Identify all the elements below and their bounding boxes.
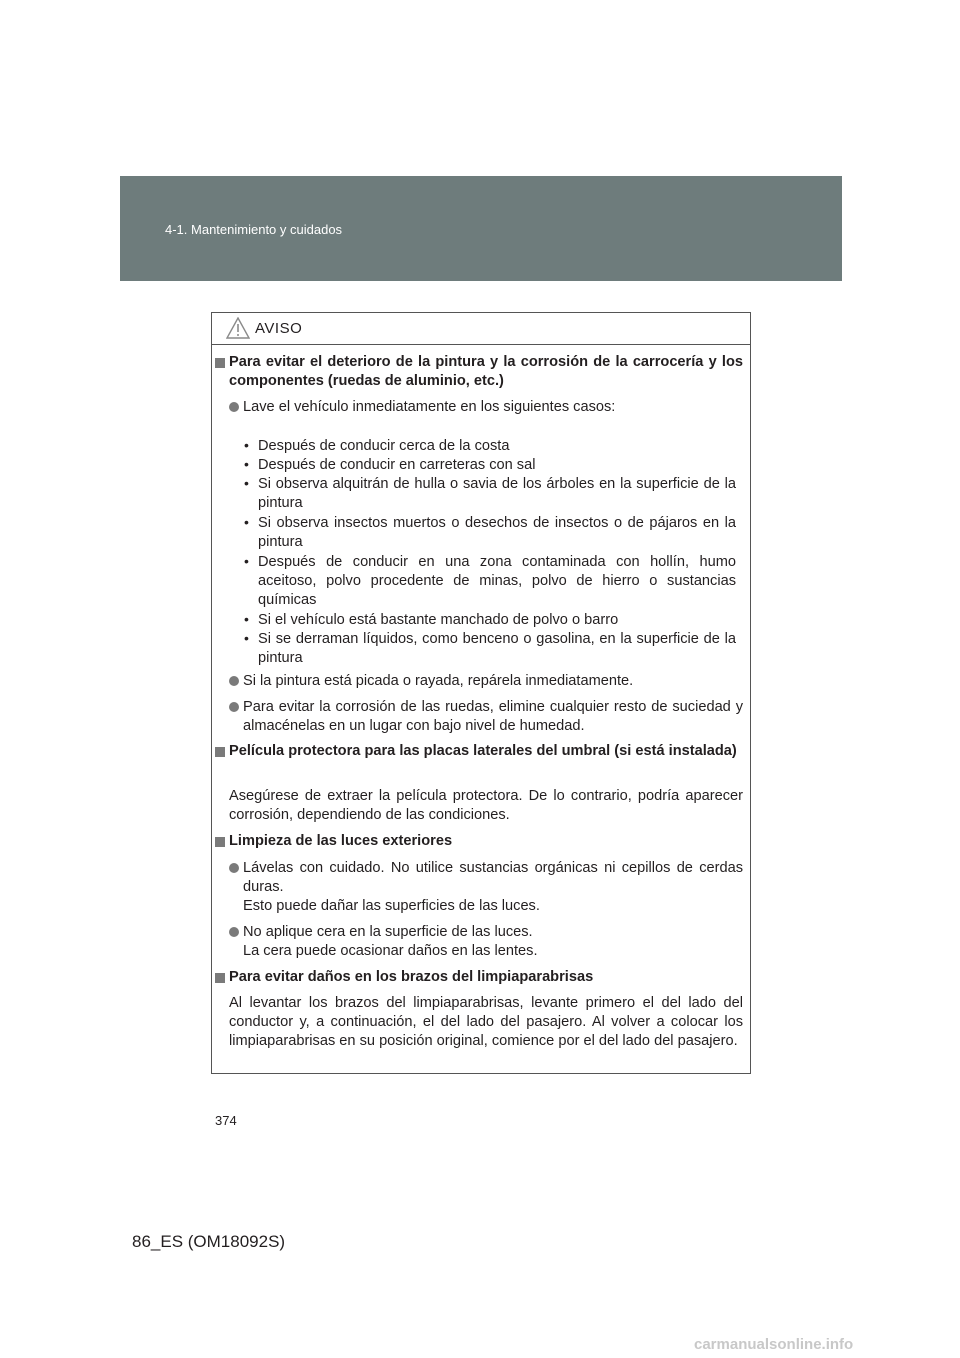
section-marker xyxy=(215,837,225,847)
bullet-icon: • xyxy=(244,475,249,491)
list-item: Si el vehículo está bastante manchado de polvo o barro xyxy=(258,612,619,628)
warning-box xyxy=(211,312,751,1074)
paragraph: La cera puede ocasionar daños en las lentes. xyxy=(243,943,538,959)
paragraph: Lave el vehículo inmediatamente en los siguientes casos: xyxy=(243,399,616,415)
circle-bullet-icon xyxy=(229,863,239,873)
section-marker xyxy=(215,973,225,983)
paragraph: Al levantar los brazos del limpiaparabrisas, levante primero el del lado del conductor y, a continuación, el del lado del pasajero. Al volver a colocar los limpiaparabrisas en su posición original, comience por el del lado del pasajero. xyxy=(229,995,743,1049)
section-title-paint-corrosion: Para evitar el deterioro de la pintura y la corrosión de la carrocería y los componentes (ruedas de aluminio, etc.) xyxy=(229,354,743,389)
list-item: Después de conducir cerca de la costa xyxy=(258,438,510,454)
section-title: 4-1. Mantenimiento y cuidados xyxy=(165,222,343,237)
circle-bullet-icon xyxy=(229,402,239,412)
warning-header xyxy=(212,313,750,345)
list-item: Si se derraman líquidos, como benceno o gasolina, en la superficie de la pintura xyxy=(258,631,736,666)
section-marker xyxy=(215,747,225,757)
list-item: Después de conducir en carreteras con sal xyxy=(258,457,536,473)
circle-bullet-icon xyxy=(229,927,239,937)
bullet-icon: • xyxy=(244,514,249,530)
paragraph: Si la pintura está picada o rayada, repárela inmediatamente. xyxy=(243,673,634,689)
paragraph: Esto puede dañar las superficies de las luces. xyxy=(243,898,540,914)
paragraph: Lávelas con cuidado. No utilice sustancias orgánicas ni cepillos de cerdas duras. xyxy=(243,860,743,895)
section-title-wipers: Para evitar daños en los brazos del limpiaparabrisas xyxy=(229,969,594,985)
list-item: Después de conducir en una zona contaminada con hollín, humo aceitoso, polvo procedente de minas, polvo de hierro o sustancias químicas xyxy=(258,554,736,608)
document-code: 86_ES (OM18092S) xyxy=(132,1232,286,1251)
bullet-icon: • xyxy=(244,553,249,569)
list-item: Si observa insectos muertos o desechos de insectos o de pájaros en la pintura xyxy=(258,515,736,550)
bullet-icon: • xyxy=(244,630,249,646)
watermark: carmanualsonline.info xyxy=(694,1336,854,1353)
circle-bullet-icon xyxy=(229,702,239,712)
page-number: 374 xyxy=(215,1113,237,1128)
bullet-icon: • xyxy=(244,437,249,453)
paragraph: Asegúrese de extraer la película protectora. De lo contrario, podría aparecer corrosión, dependiendo de las condiciones. xyxy=(229,788,743,823)
paragraph: No aplique cera en la superficie de las luces. xyxy=(243,924,533,940)
section-marker xyxy=(215,358,225,368)
section-title-protective-film: Película protectora para las placas laterales del umbral (si está instalada) xyxy=(229,743,737,759)
warning-label: AVISO xyxy=(255,320,303,337)
circle-bullet-icon xyxy=(229,676,239,686)
bullet-icon: • xyxy=(244,456,249,472)
paragraph: Para evitar la corrosión de las ruedas, elimine cualquier resto de suciedad y almacénelas en un lugar con bajo nivel de humedad. xyxy=(243,699,743,734)
section-title-exterior-lights: Limpieza de las luces exteriores xyxy=(229,833,453,849)
list-item: Si observa alquitrán de hulla o savia de los árboles en la superficie de la pintura xyxy=(258,476,736,511)
warning-triangle-icon xyxy=(226,317,250,339)
bullet-icon: • xyxy=(244,611,249,627)
